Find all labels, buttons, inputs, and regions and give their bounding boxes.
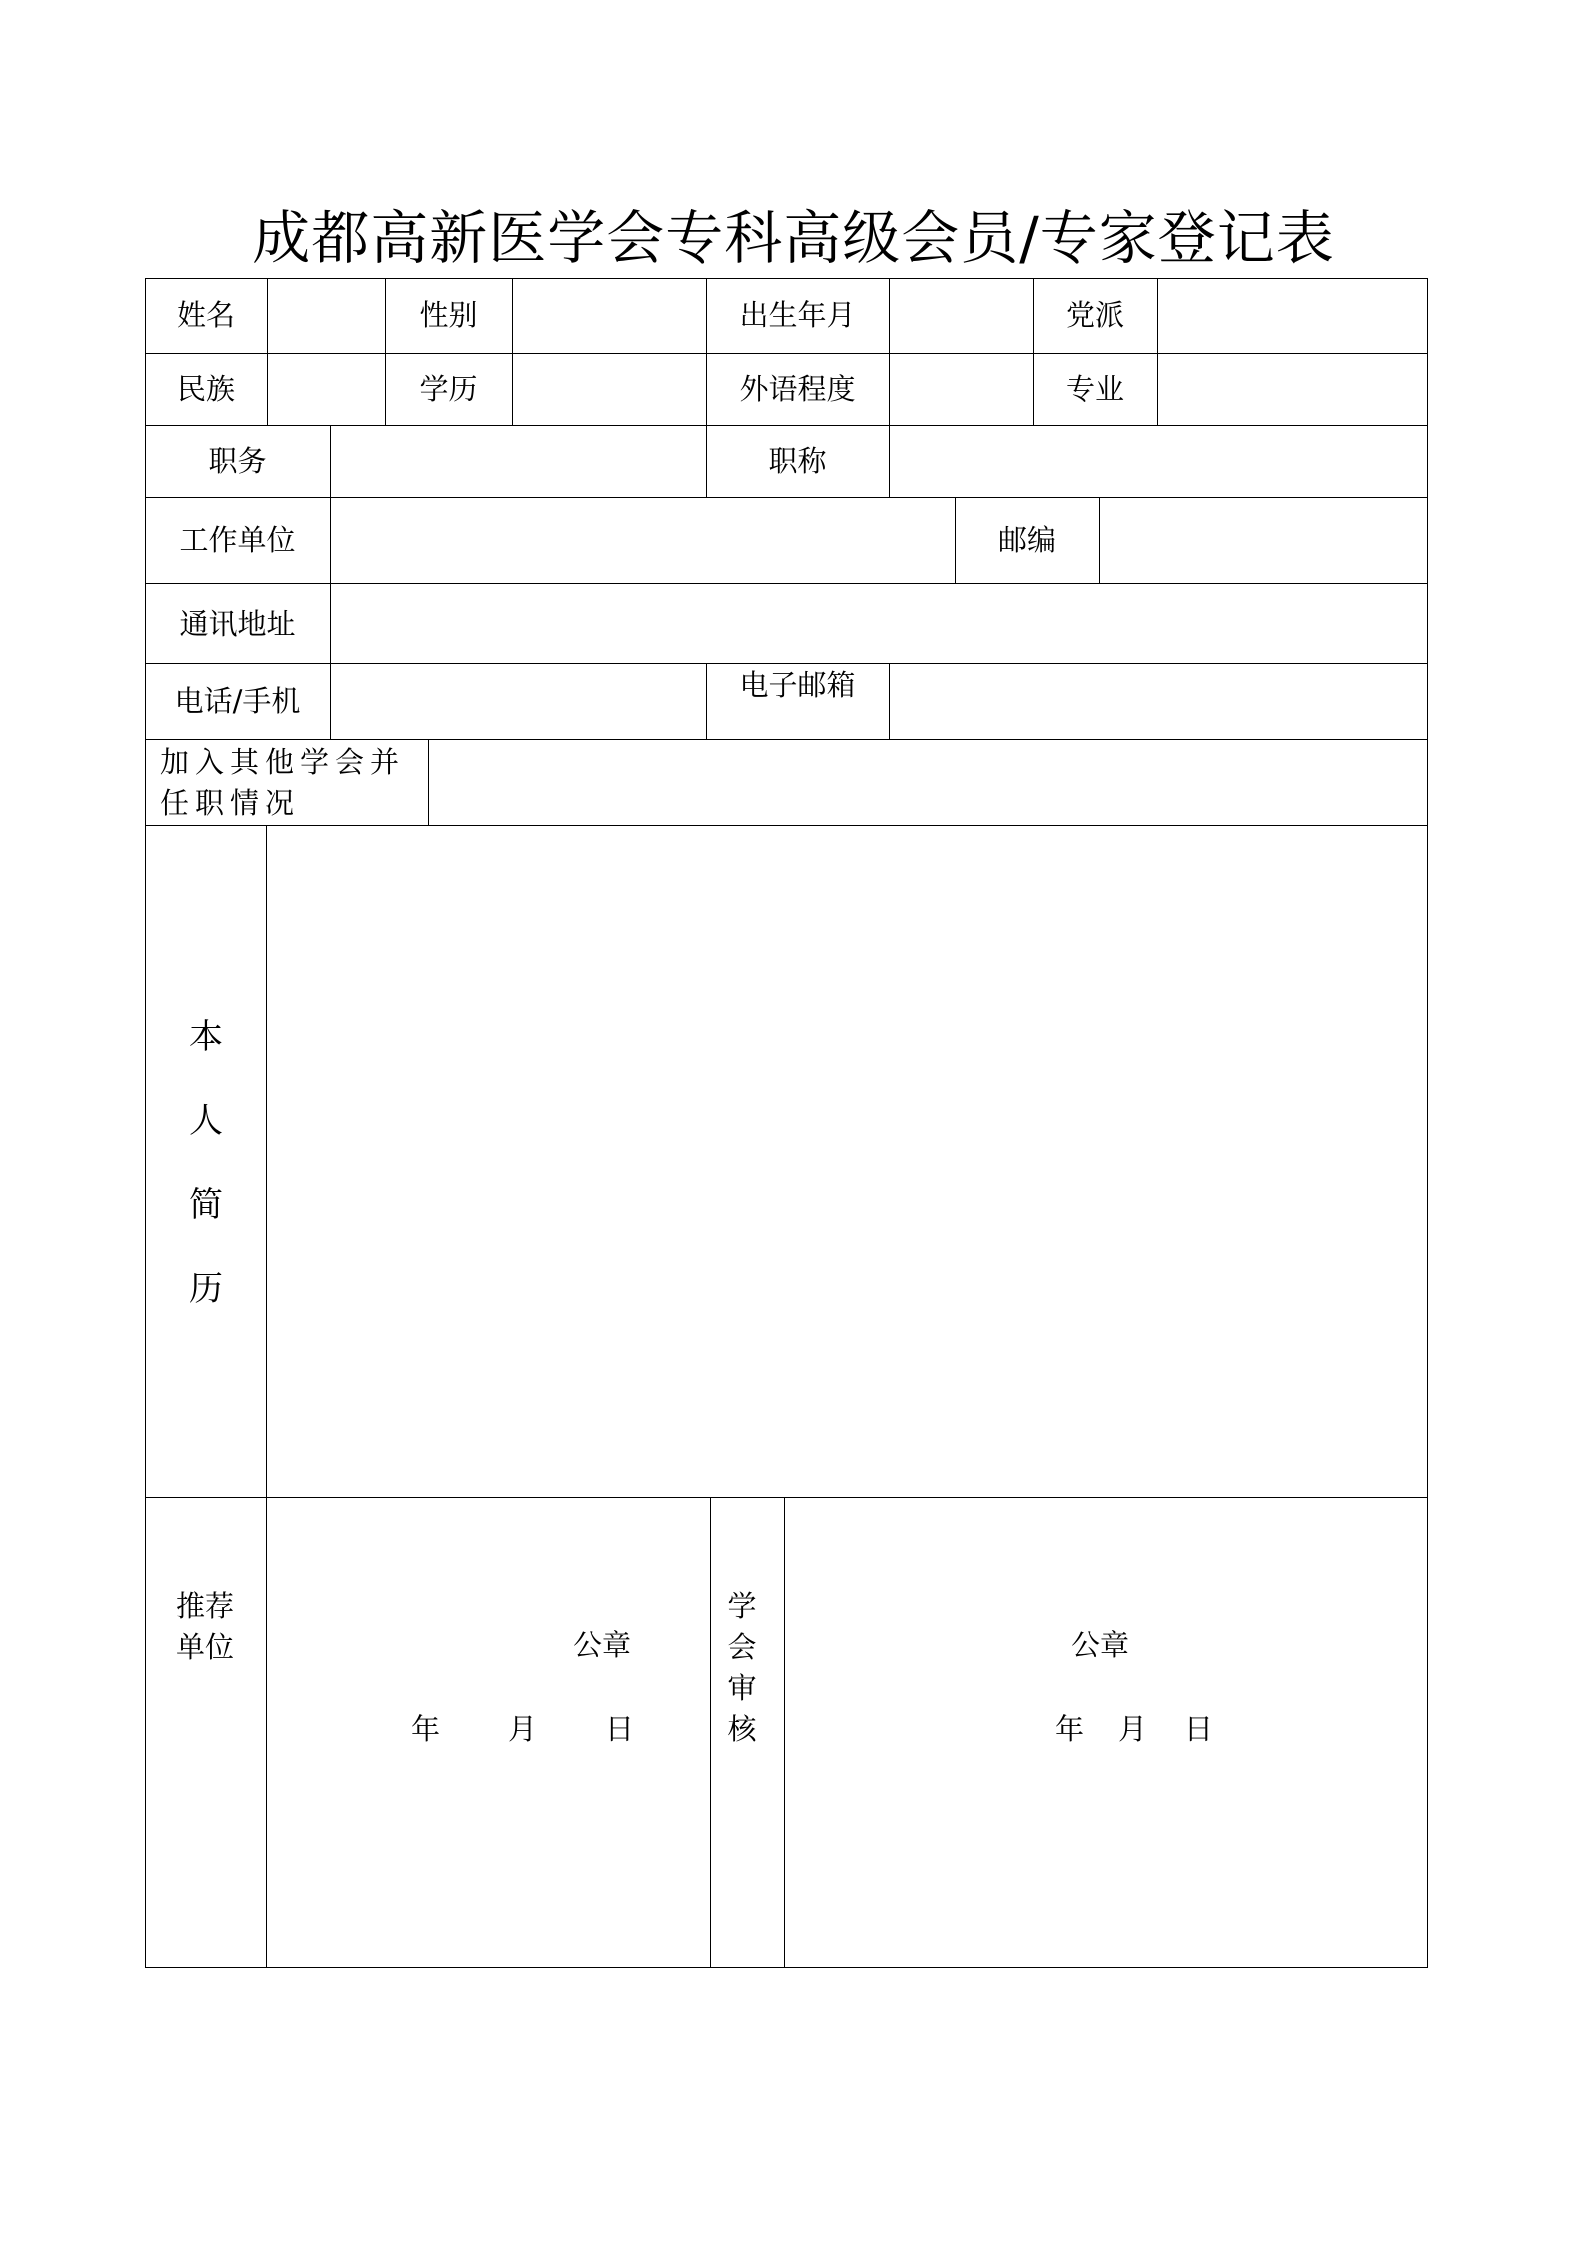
row-divider	[145, 825, 1428, 826]
email-label: 电子邮箱	[739, 668, 856, 702]
other-societies-label-line1: 加入其他学会并	[160, 745, 406, 779]
review-label-char: 会	[727, 1630, 757, 1664]
professional-title-label: 职称	[768, 444, 827, 478]
review-year-label: 年	[1055, 1712, 1085, 1746]
gender-label: 性别	[419, 298, 478, 332]
birth-date-label: 出生年月	[739, 298, 856, 332]
row-divider	[145, 739, 1428, 740]
party-label: 党派	[1065, 298, 1124, 332]
col-divider	[889, 663, 890, 739]
education-label: 学历	[419, 372, 478, 406]
col-divider	[266, 825, 267, 1968]
recommend-label-line2: 单位	[176, 1630, 235, 1664]
review-seal-label: 公章	[1071, 1628, 1130, 1662]
name-label: 姓名	[176, 298, 235, 332]
col-divider	[330, 583, 331, 663]
col-divider	[889, 425, 890, 497]
language-level-label: 外语程度	[739, 372, 856, 406]
recommend-day-label: 日	[605, 1712, 635, 1746]
col-divider	[1157, 278, 1158, 425]
col-divider	[428, 739, 429, 825]
row-divider	[145, 497, 1428, 498]
review-day-label: 日	[1184, 1712, 1214, 1746]
row-divider	[145, 1497, 1428, 1498]
resume-label-char: 本	[189, 1017, 223, 1057]
resume-label	[176, 995, 236, 1331]
col-divider	[784, 1497, 785, 1968]
other-societies-label	[160, 742, 405, 824]
resume-label-char: 简	[189, 1185, 223, 1225]
review-label-char: 核	[727, 1712, 757, 1746]
row-divider	[145, 583, 1428, 584]
recommend-year-label: 年	[411, 1712, 441, 1746]
registration-form-table	[145, 278, 1428, 1968]
col-divider	[889, 278, 890, 425]
recommend-month-label: 月	[508, 1712, 538, 1746]
col-divider	[710, 1497, 711, 1968]
col-divider	[512, 278, 513, 425]
position-label: 职务	[208, 444, 267, 478]
recommend-seal-label: 公章	[573, 1628, 632, 1662]
row-divider	[145, 425, 1428, 426]
row-divider	[145, 353, 1428, 354]
ethnicity-label: 民族	[176, 372, 235, 406]
col-divider	[330, 497, 331, 583]
address-label: 通讯地址	[179, 607, 296, 641]
review-label-char: 学	[727, 1589, 757, 1623]
col-divider	[267, 278, 268, 425]
row-divider	[145, 663, 1428, 664]
review-label-char: 审	[727, 1671, 757, 1705]
recommend-label	[176, 1586, 234, 1668]
resume-label-char: 历	[189, 1269, 223, 1309]
review-month-label: 月	[1118, 1712, 1148, 1746]
col-divider	[330, 663, 331, 739]
form-title: 成都高新医学会专科高级会员/专家登记表	[252, 204, 1335, 272]
review-label	[722, 1586, 762, 1750]
col-divider	[330, 425, 331, 497]
employer-label: 工作单位	[179, 523, 296, 557]
major-label: 专业	[1065, 372, 1124, 406]
resume-label-char: 人	[189, 1101, 223, 1141]
col-divider	[1099, 497, 1100, 583]
other-societies-label-line2: 任职情况	[160, 786, 301, 820]
recommend-label-line1: 推荐	[176, 1589, 235, 1623]
postcode-label: 邮编	[997, 523, 1056, 557]
phone-label: 电话/手机	[174, 684, 301, 718]
